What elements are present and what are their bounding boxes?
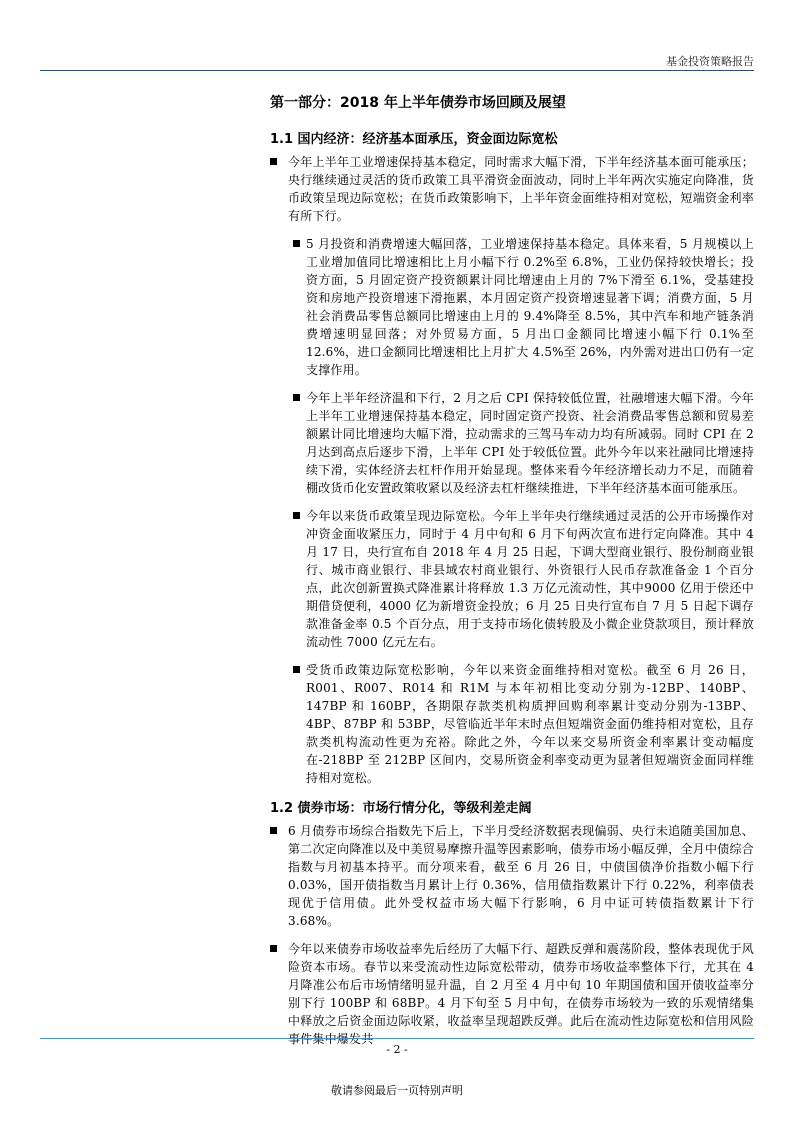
paragraph-text: 6 月债券市场综合指数先下后上，下半月受经济数据表现偏弱、央行未追随美国加息、第二次定向降准以及中美贸易摩擦升温等因素影响，债券市场小幅反弹，全月中债综合指数与月初基本持平。而分项来看，截至 6 月 26 日，中债国债净价指数小幅下行 0.03%，国开债指数当月累计上行 0.36%，信用债指数累计下行 0.22%，利率债表现优于信用债。此外受权益市场大幅下行影响，6 月中证可转债指数累计下行 3.68%。 bbox=[288, 824, 754, 928]
paragraph bbox=[270, 389, 754, 497]
report-body bbox=[270, 92, 754, 1058]
paragraph-text: 今年以来货币政策呈现边际宽松。今年上半年央行继续通过灵活的公开市场操作对冲资金面收紧压力，同时于 4 月中旬和 6 月下旬两次宣布进行定向降准。其中 4 月 17 日，央行宣布自 2018 年 4 月 25 日起，下调大型商业银行、股份制商业银行、城市商业银行、非县域农村商业银行、外资银行人民币存款准备金 1 个百分点，此次创新置换式降准累计将释放 1.3 万亿元流动性，其中9000 亿用于偿还中期借贷便利，4000 亿为新增资金投放；6 月 25 日央行宣布自 7 月 5 日起下调存款准备金率 0.5 个百分点，用于支持市场化债转股及小微企业贷款项目，预计释放流动性 7000 亿元左右。 bbox=[306, 509, 754, 649]
bullet-square-icon bbox=[270, 158, 277, 165]
bullet-square-icon bbox=[293, 394, 300, 401]
section-title-domestic-economy: 1.1 国内经济：经济基本面承压，资金面边际宽松 bbox=[270, 132, 558, 147]
bullet-square-icon bbox=[270, 827, 277, 834]
paragraph bbox=[270, 940, 754, 1048]
paragraph bbox=[270, 661, 754, 787]
bullet-square-icon bbox=[293, 240, 300, 247]
bullet-square-icon bbox=[293, 512, 300, 519]
part-title: 第一部分：2018 年上半年债券市场回顾及展望 bbox=[270, 95, 566, 111]
page-number: - 2 - bbox=[386, 1043, 408, 1056]
paragraph bbox=[270, 822, 754, 930]
paragraph-text: 受货币政策边际宽松影响，今年以来资金面维持相对宽松。截至 6 月 26 日，R001、R007、R014 和 R1M 与本年初相比变动分别为-12BP、140BP、147BP 和 160BP，各期限存款类机构质押回购利率累计变动分别为-13BP、4BP、87BP 和 53BP，尽管临近半年末时点但短端资金面仍维持相对宽松，且存款类机构流动性更为充裕。除此之外，今年以来交易所资金利率累计变动幅度在-218BP 至 212BP 区间内，交易所资金利率变动更为显著但短端资金面同样维持相对宽松。 bbox=[306, 663, 754, 785]
footer-divider bbox=[40, 1038, 754, 1039]
paragraph-text: 5 月投资和消费增速大幅回落，工业增速保持基本稳定。具体来看，5 月规模以上工业增加值同比增速相比上月小幅下行 0.2%至 6.8%，工业仍保持较快增长；投资方面，5 月固定资产投资额累计同比增速由上月的 7%下滑至 6.1%，受基建投资和房地产投资增速下滑拖累，本月固定资产投资增速显著下调；消费方面，5 月社会消费品零售总额同比增速由上月的 9.4%降至 8.5%，其中汽车和地产链条消费增速明显回落；对外贸易方面，5 月出口金额同比增速小幅下行 0.1%至 12.6%，进口金额同比增速相比上月扩大 4.5%至 26%，内外需对进出口仍有一定支撑作用。 bbox=[306, 237, 754, 377]
header-divider bbox=[40, 70, 754, 71]
paragraph bbox=[270, 507, 754, 651]
paragraph-text: 今年以来债券市场收益率先后经历了大幅下行、超跌反弹和震荡阶段，整体表现优于风险资本市场。春节以来受流动性边际宽松带动，债券市场收益率整体下行，尤其在 4 月降准公布后市场情绪明显升温，自 2 月至 4 月中旬 10 年期国债和国开债收益率分别下行 100BP 和 68BP。4 月下旬至 5 月中旬，在债券市场较为一致的乐观情绪集中释放之后资金面边际收紧，收益率呈现超跌反弹。此后在流动性边际宽松和信用风险事件集中爆发共 bbox=[288, 942, 754, 1046]
bullet-square-icon bbox=[293, 666, 300, 673]
paragraph-text: 今年上半年工业增速保持基本稳定，同时需求大幅下滑，下半年经济基本面可能承压；央行继续通过灵活的货币政策工具平滑资金面波动，同时上半年两次实施定向降准，货币政策呈现边际宽松；在货币政策影响下，上半年资金面维持相对宽松，短端资金利率有所下行。 bbox=[288, 155, 754, 223]
paragraph bbox=[270, 235, 754, 379]
bullet-square-icon bbox=[270, 945, 277, 952]
footer-disclaimer: 敬请参阅最后一页特别声明 bbox=[331, 1084, 463, 1097]
paragraph bbox=[270, 153, 754, 225]
paragraph-text: 今年上半年经济温和下行，2 月之后 CPI 保持较低位置，社融增速大幅下滑。今年上半年工业增速保持基本稳定，同时固定资产投资、社会消费品零售总额和贸易差额累计同比增速均大幅下滑，拉动需求的三驾马车动力均有所减弱。同时 CPI 在 2 月达到高点后逐步下滑，上半年 CPI 处于较低位置。此外今年以来社融同比增速持续下滑，实体经济去杠杆作用开始显现。整体来看今年经济增长动力不足，而随着棚改货币化安置政策收紧以及经济去杠杆继续推进，下半年经济基本面可能承压。 bbox=[306, 391, 754, 495]
report-header: 基金投资策略报告 bbox=[666, 55, 754, 68]
section-title-bond-market: 1.2 债券市场：市场行情分化，等级利差走阔 bbox=[270, 801, 532, 816]
